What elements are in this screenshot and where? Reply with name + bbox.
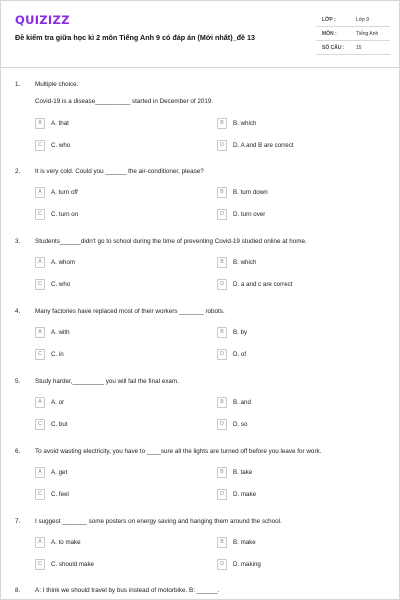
meta-key: SỐ CÂU :	[322, 45, 345, 51]
meta-key: MÔN :	[322, 31, 337, 37]
option-label: D. so	[233, 421, 248, 428]
question-stem: Covid-19 is a disease__________ started in December of 2019.	[35, 98, 214, 105]
header-divider	[1, 67, 400, 68]
option-label: B. take	[233, 469, 253, 476]
option-label: C. feel	[51, 491, 69, 498]
question-text: Many factories have replaced most of their workers _______ robots.	[35, 308, 225, 315]
option-label: D. a and c are correct	[233, 281, 293, 288]
option-label: A. or	[51, 399, 65, 406]
option-label: A. with	[51, 329, 70, 336]
meta-value: Tiếng Anh	[356, 31, 379, 37]
option-letter-box: A	[35, 397, 45, 408]
option-letter-box: D	[217, 559, 227, 570]
question-text: Study harder,_________ you will fail the final exam.	[35, 378, 179, 385]
question-number: 8.	[15, 587, 21, 594]
option-label: C. who	[51, 281, 71, 288]
option-letter-box: C	[35, 279, 45, 290]
option-letter-box: C	[35, 209, 45, 220]
option-letter-box: A	[35, 118, 45, 129]
option-letter-box: B	[217, 118, 227, 129]
question-text: It is very cold. Could you ______ the air-conditioner, please?	[35, 168, 204, 175]
question-text: Multiple choice.	[35, 81, 79, 88]
option-label: D. A and B are correct	[233, 142, 294, 149]
option-letter-box: A	[35, 257, 45, 268]
option-label: A. that	[51, 120, 69, 127]
question-number: 4.	[15, 308, 21, 315]
option-label: B. turn down	[233, 189, 268, 196]
option-letter-box: C	[35, 349, 45, 360]
question-text: Students______didn't go to school during the time of preventing Covid-19 studied online at home.	[35, 238, 307, 245]
option-label: A. get	[51, 469, 68, 476]
question-number: 3.	[15, 238, 21, 245]
option-label: A. turn off	[51, 189, 78, 196]
meta-value: Lớp 9	[356, 17, 370, 23]
option-label: D. turn over	[233, 211, 266, 218]
option-letter-box: C	[35, 559, 45, 570]
option-label: C. but	[51, 421, 68, 428]
option-letter-box: D	[217, 279, 227, 290]
option-letter-box: C	[35, 419, 45, 430]
option-label: B. which	[233, 120, 257, 127]
question-number: 1.	[15, 81, 21, 88]
meta-row-question-count	[316, 41, 390, 55]
question-number: 2.	[15, 168, 21, 175]
option-letter-box: B	[217, 467, 227, 478]
option-label: A. to make	[51, 539, 81, 546]
option-label: C. should make	[51, 561, 94, 568]
question-text: To avoid wasting electricity, you have to ____sure all the lights are turned off before you leave for work.	[35, 448, 322, 455]
option-letter-box: A	[35, 327, 45, 338]
option-letter-box: D	[217, 209, 227, 220]
question-number: 6.	[15, 448, 21, 455]
meta-row-subject	[316, 27, 390, 41]
option-label: C. who	[51, 142, 71, 149]
option-label: B. which	[233, 259, 257, 266]
option-label: D. making	[233, 561, 261, 568]
quizizz-logo: QUIZIZZ	[15, 13, 70, 27]
option-letter-box: A	[35, 537, 45, 548]
option-letter-box: B	[217, 397, 227, 408]
option-label: D. of	[233, 351, 247, 358]
option-letter-box: B	[217, 327, 227, 338]
option-letter-box: B	[217, 257, 227, 268]
meta-value: 15	[356, 45, 362, 51]
question-number: 7.	[15, 518, 21, 525]
option-label: D. make	[233, 491, 257, 498]
document-title: Đề kiểm tra giữa học kì 2 môn Tiếng Anh 9 có đáp án (Mới nhất)_đề 13	[15, 33, 255, 42]
option-label: B. make	[233, 539, 256, 546]
meta-table	[316, 13, 390, 55]
option-letter-box: A	[35, 187, 45, 198]
question-number: 5.	[15, 378, 21, 385]
option-letter-box: D	[217, 140, 227, 151]
option-letter-box: A	[35, 467, 45, 478]
worksheet-header	[1, 1, 400, 67]
question-text: A: I think we should travel by bus instead of motorbike. B: ______.	[35, 587, 220, 594]
option-label: A. whom	[51, 259, 76, 266]
option-letter-box: D	[217, 489, 227, 500]
meta-key: LỚP :	[322, 17, 336, 23]
option-letter-box: C	[35, 489, 45, 500]
option-label: B. by	[233, 329, 248, 336]
option-letter-box: D	[217, 349, 227, 360]
question-text: I suggest _______ some posters on energy saving and hanging them around the school.	[35, 518, 282, 525]
option-label: C. turn on	[51, 211, 79, 218]
option-label: B. and	[233, 399, 251, 406]
meta-row-grade	[316, 13, 390, 27]
option-letter-box: B	[217, 187, 227, 198]
option-letter-box: D	[217, 419, 227, 430]
option-label: C. in	[51, 351, 64, 358]
option-letter-box: B	[217, 537, 227, 548]
option-letter-box: C	[35, 140, 45, 151]
